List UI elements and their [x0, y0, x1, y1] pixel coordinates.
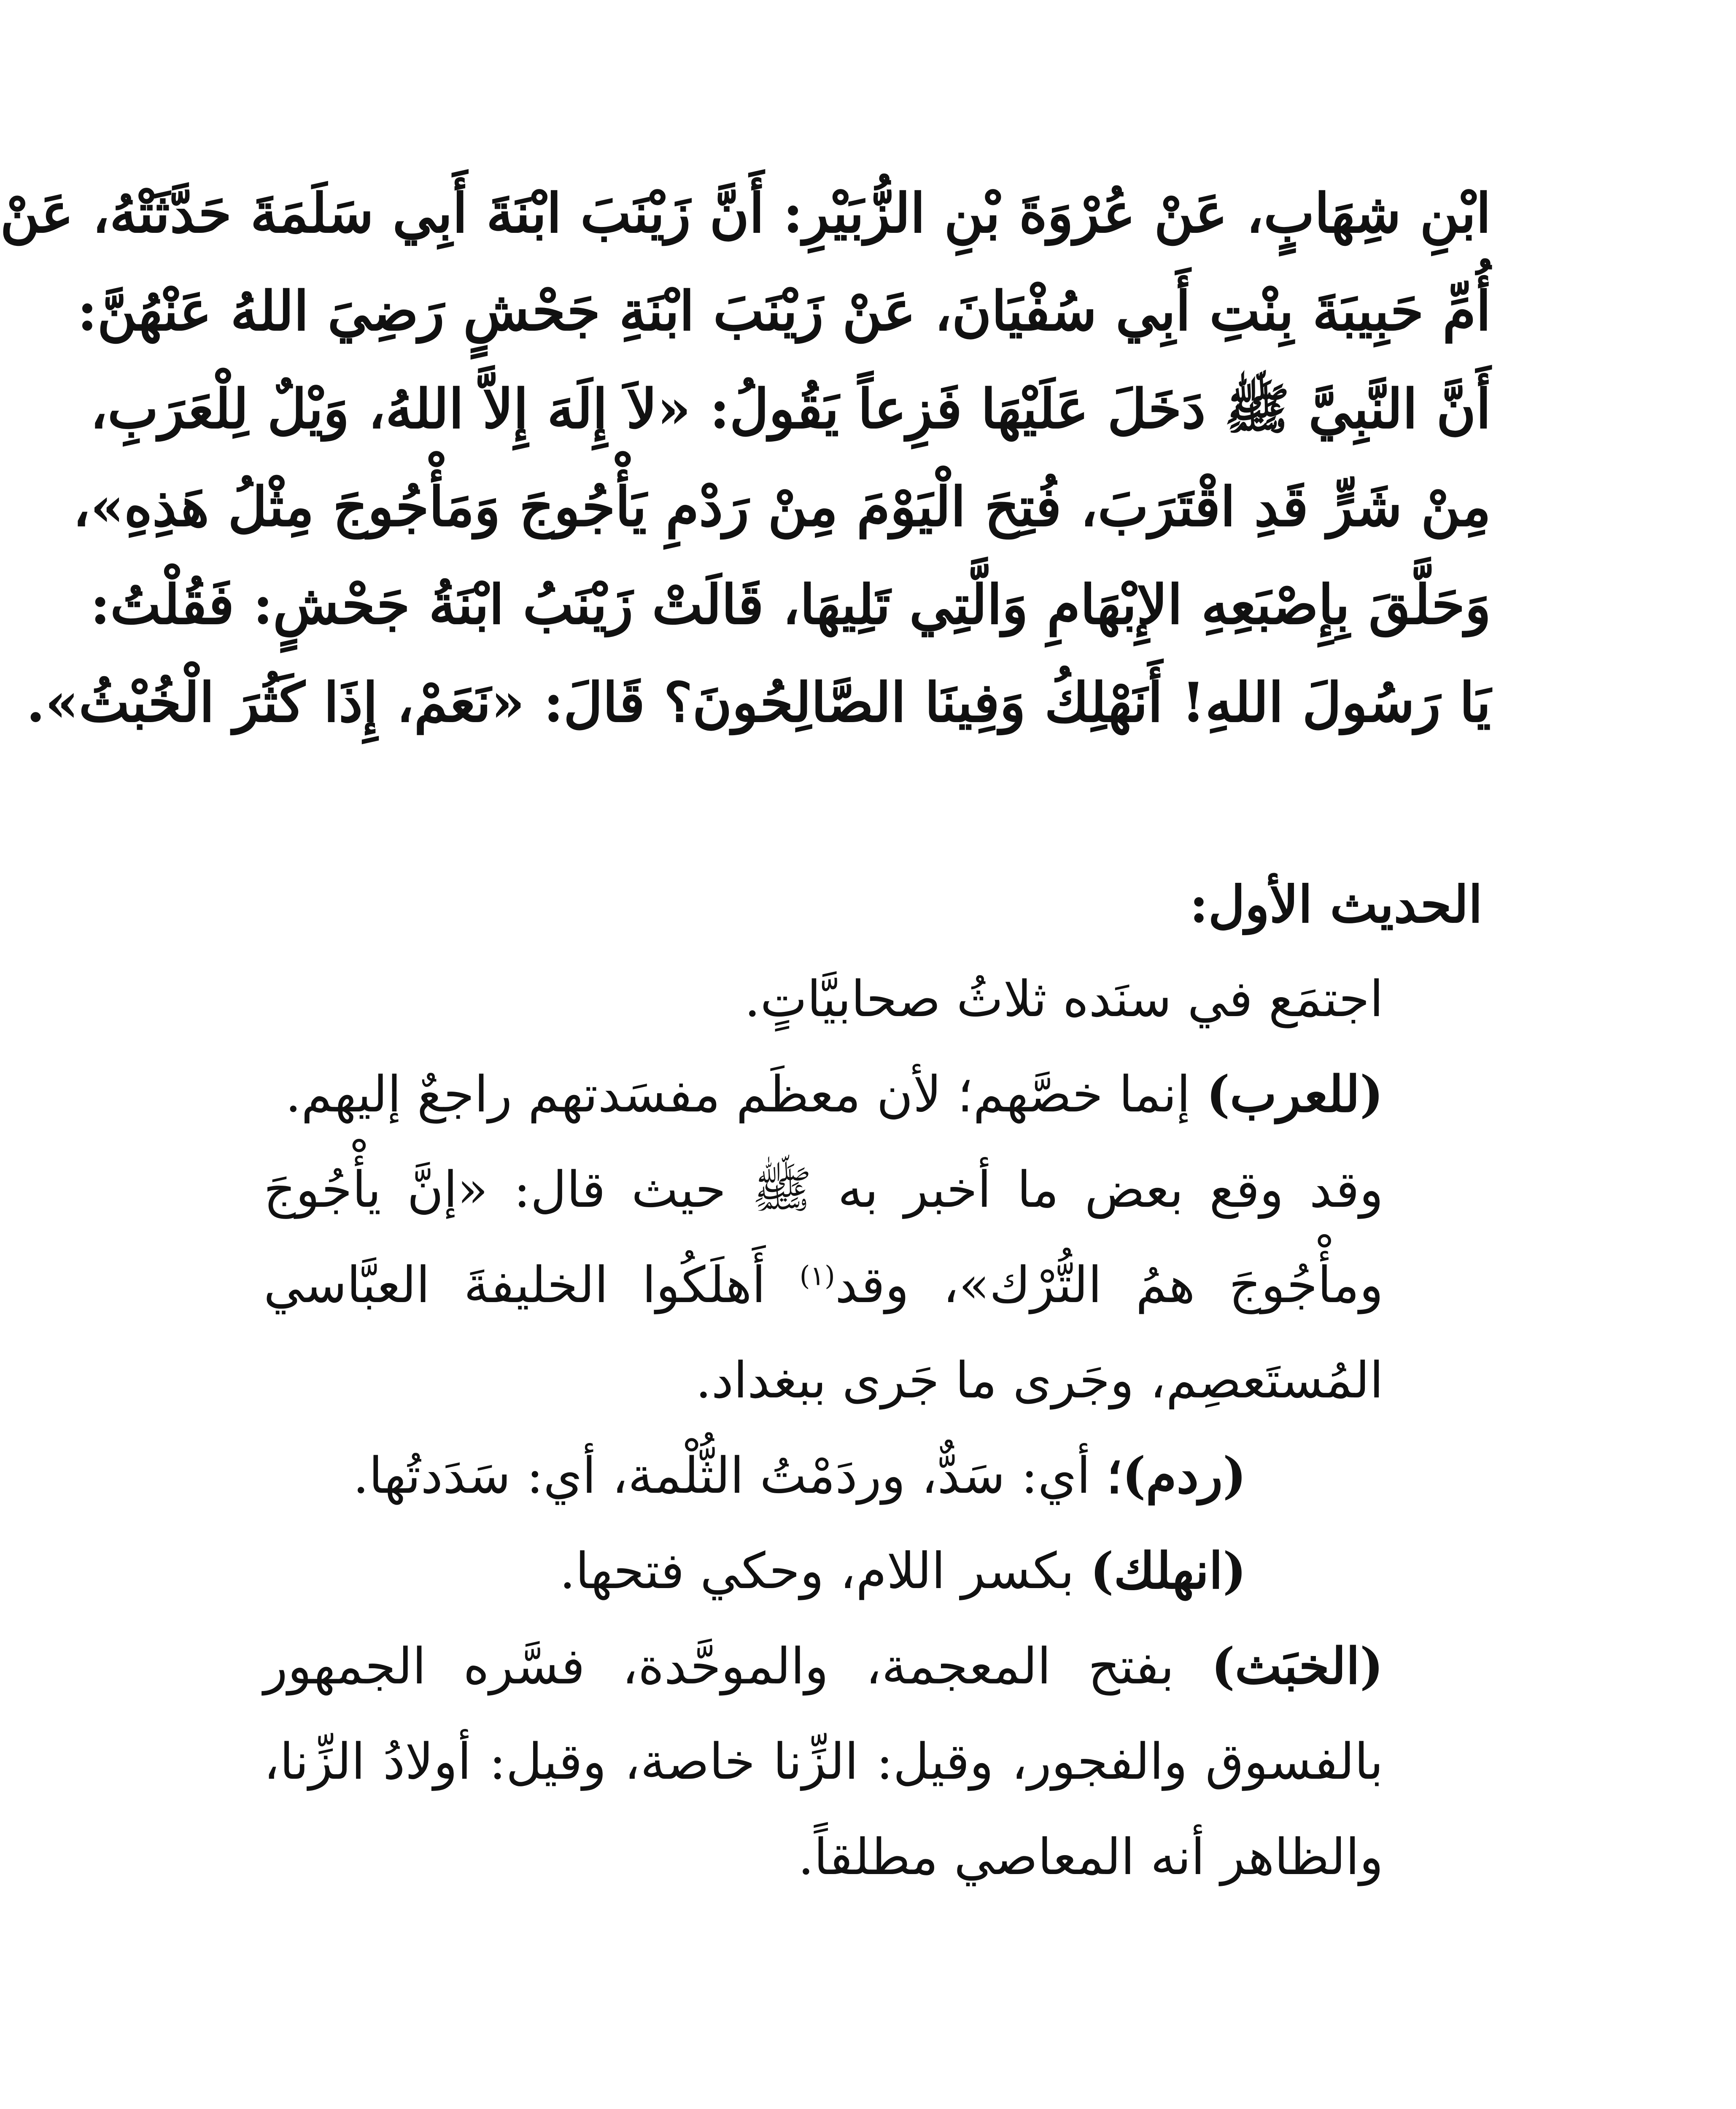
paragraph-text: اجتمَع في سنَده ثلاثُ صحابيَّاتٍ. [744, 970, 1383, 1028]
commentary-paragraph [264, 1618, 1483, 1904]
paragraph-text: وقد وقع بعض ما أخبر به ﷺ حيث قال: «إنَّ يأْجُوجَ ومأْجُوجَ همُ التُّرْك»، وقد [264, 1160, 1383, 1314]
gloss-term: (الخبَث) [1211, 1637, 1383, 1695]
commentary [264, 858, 1483, 1904]
hadith-line: ابْنِ شِهَابٍ، عَنْ عُرْوَةَ بْنِ الزُّبَيْرِ: أَنَّ زَيْنَبَ ابْنَةَ أَبِي سَلَمَةَ حَدَّثَتْهُ، عَنْ [0, 182, 1491, 245]
paragraph-text: أَهلَكُوا الخليفةَ العبَّاسي المُستَعصِم، وجَرى ما جَرى ببغداد. [264, 1256, 1383, 1409]
footnote-marker[interactable]: (١) [799, 1260, 835, 1292]
hadith-line: أُمِّ حَبِيبَةَ بِنْتِ أَبِي سُفْيَانَ، عَنْ زَيْنَبَ ابْنَةِ جَحْشٍ رَضِيَ اللهُ عَنْهُنَّ: [77, 280, 1491, 343]
hadith-line: وَحَلَّقَ بِإِصْبَعِهِ الإِبْهَامِ وَالَّتِي تَلِيهَا، قَالَتْ زَيْنَبُ ابْنَةُ جَحْشٍ: فَقُلْتُ: [90, 573, 1491, 636]
gloss-term: (للعرب) [1206, 1065, 1383, 1123]
hadith-text [0, 165, 1491, 752]
hadith-line: أَنَّ النَّبِيَّ ﷺ دَخَلَ عَلَيْهَا فَزِعاً يَقُولُ: «لاَ إِلَهَ إِلاَّ اللهُ، وَيْلٌ لِلْعَرَبِ، [90, 378, 1491, 441]
commentary-paragraph [264, 1142, 1483, 1428]
section-heading: الحديث الأول: [1189, 875, 1483, 934]
gloss-term: (ردم)؛ [1106, 1446, 1246, 1505]
paragraph-text: بكسر اللام، وحكي فتحها. [559, 1542, 1090, 1600]
paragraph-text: أي: سَدٌّ، وردَمْتُ الثُّلْمة، أي: سَدَدتُها. [353, 1446, 1107, 1505]
commentary-paragraph [264, 1046, 1483, 1142]
commentary-paragraph [264, 951, 1483, 1046]
paragraph-text: إنما خصَّهم؛ لأن معظَم مفسَدتهم راجعٌ إليهم. [285, 1065, 1207, 1123]
commentary-paragraph [264, 1428, 1483, 1523]
gloss-term: (انهلك) [1090, 1541, 1246, 1600]
hadith-line: يَا رَسُولَ اللهِ! أَنَهْلِكُ وَفِينَا الصَّالِحُونَ؟ قَالَ: «نَعَمْ، إِذَا كَثُرَ الْخُبْثُ». [26, 671, 1491, 734]
paragraph-text: بفتح المعجمة، والموحَّدة، فسَّره الجمهور بالفسوق والفجور، وقيل: الزِّنا خاصة، وقيل: أولادُ الزِّنا، والظاهر أنه المعاصي مطلقاً. [264, 1637, 1383, 1886]
hadith-line: مِنْ شَرٍّ قَدِ اقْتَرَبَ، فُتِحَ الْيَوْمَ مِنْ رَدْمِ يَأْجُوجَ وَمَأْجُوجَ مِثْلُ هَذِهِ»، [73, 475, 1491, 539]
commentary-paragraph [264, 1523, 1483, 1618]
